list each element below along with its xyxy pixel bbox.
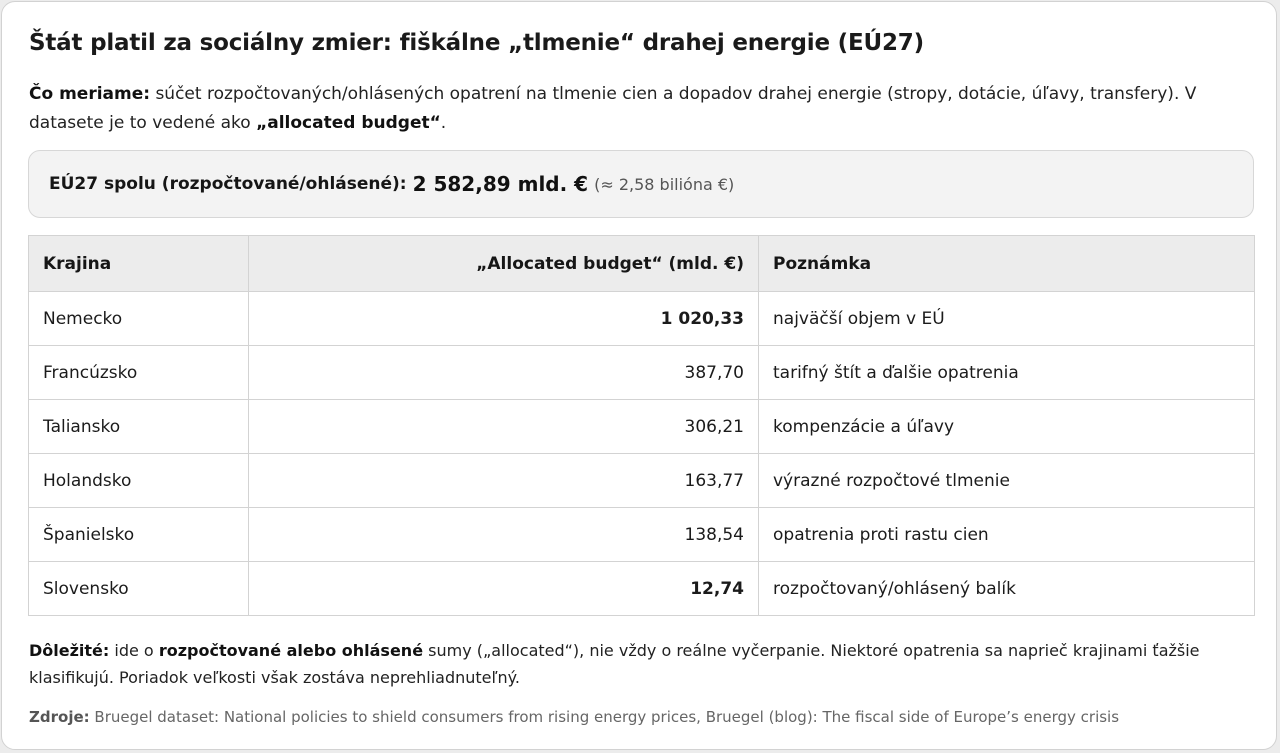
budget-table [28, 235, 1255, 616]
cell-note: tarifný štít a ďalšie opatrenia [759, 346, 1255, 400]
header-country: Krajina [29, 236, 249, 292]
sources-text: Bruegel dataset: National policies to shield consumers from rising energy prices, Bruegel (blog): The fiscal side of Europe’s energy crisis [89, 708, 1120, 726]
cell-budget: 163,77 [249, 454, 759, 508]
intro-term: „allocated budget“ [256, 113, 441, 133]
cell-note: výrazné rozpočtové tlmenie [759, 454, 1255, 508]
note-text-1: ide o [109, 641, 159, 660]
important-note [29, 637, 1249, 691]
cell-budget: 306,21 [249, 400, 759, 454]
note-label: Dôležité: [29, 641, 110, 660]
total-label: EÚ27 spolu (rozpočtované/ohlásené): [49, 174, 407, 194]
header-note: Poznámka [759, 236, 1255, 292]
cell-budget: 1 020,33 [249, 292, 759, 346]
page-title: Štát platil za sociálny zmier: fiškálne „tlmenie“ drahej energie (EÚ27) [29, 30, 924, 56]
note-text-2: sumy („allocated“), nie vždy o reálne vyčerpanie. Niektoré opatrenia sa naprieč krajinami ťažšie klasifikujú. Poriadok veľkosti však zostáva neprehliadnuteľný. [29, 641, 1200, 687]
table-row [29, 400, 1255, 454]
intro-text: súčet rozpočtovaných/ohlásených opatrení na tlmenie cien a dopadov drahej energie (stropy, dotácie, úľavy, transfery). V datasete je to vedené ako [29, 84, 1197, 133]
table-row [29, 454, 1255, 508]
table-row [29, 508, 1255, 562]
cell-note: kompenzácie a úľavy [759, 400, 1255, 454]
cell-country: Nemecko [29, 292, 249, 346]
cell-note: najväčší objem v EÚ [759, 292, 1255, 346]
cell-country: Francúzsko [29, 346, 249, 400]
cell-country: Slovensko [29, 562, 249, 616]
note-emphasis: rozpočtované alebo ohlásené [158, 641, 424, 660]
sources-label: Zdroje: [29, 708, 90, 726]
cell-country: Taliansko [29, 400, 249, 454]
header-budget: „Allocated budget“ (mld. €) [249, 236, 759, 292]
sources-line [29, 708, 1259, 726]
cell-budget: 12,74 [249, 562, 759, 616]
cell-note: rozpočtovaný/ohlásený balík [759, 562, 1255, 616]
total-value: 2 582,89 mld. € [412, 172, 589, 196]
table-header-row [29, 236, 1255, 292]
cell-budget: 387,70 [249, 346, 759, 400]
cell-budget: 138,54 [249, 508, 759, 562]
cell-country: Španielsko [29, 508, 249, 562]
table-row [29, 292, 1255, 346]
intro-end: . [440, 113, 447, 133]
table-row [29, 562, 1255, 616]
cell-country: Holandsko [29, 454, 249, 508]
intro-label: Čo meriame: [29, 84, 151, 104]
eu-total-box [28, 150, 1254, 218]
table-row [29, 346, 1255, 400]
total-approx: (≈ 2,58 bilióna €) [594, 174, 735, 194]
intro-paragraph [29, 80, 1209, 138]
cell-note: opatrenia proti rastu cien [759, 508, 1255, 562]
content-card [1, 1, 1277, 750]
